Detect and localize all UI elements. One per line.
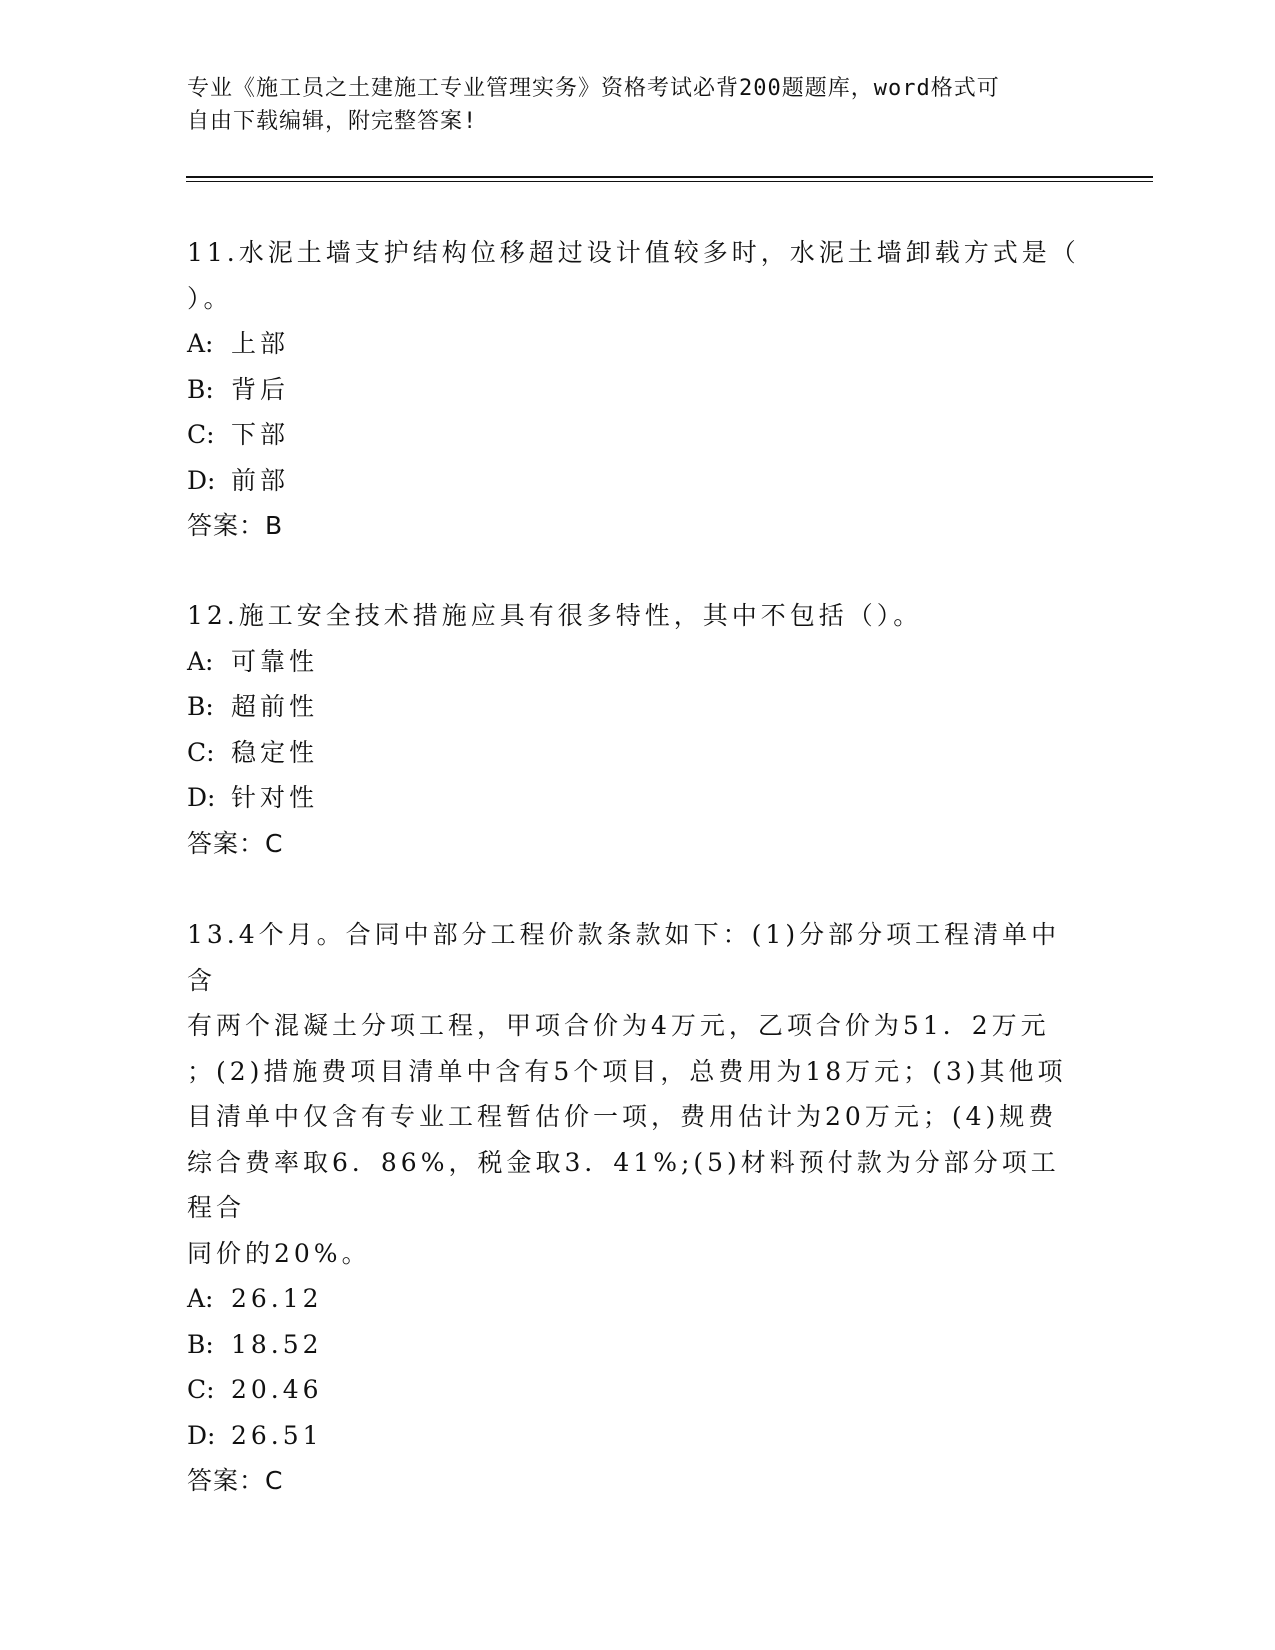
question-stem-line: ；(2)措施费项目清单中含有5个项目，总费用为18万元；(3)其他项 xyxy=(187,1056,1067,1086)
header-title-line-1: 专业《施工员之土建施工专业管理实务》资格考试必背200题题库，word格式可 xyxy=(187,76,1000,101)
option-letter: C: xyxy=(187,1375,215,1404)
question-stem-line: 11.水泥土墙支护结构位移超过设计值较多时，水泥土墙卸载方式是（ xyxy=(187,238,1080,267)
question-stem-line: 13.4个月。合同中部分工程价款条款如下：(1)分部分项工程清单中含 xyxy=(187,920,1061,995)
option-text: 可靠性 xyxy=(231,646,319,676)
question-13 xyxy=(187,912,1087,1504)
option-text: 18.52 xyxy=(231,1329,323,1359)
option-d xyxy=(187,1413,1087,1459)
option-a xyxy=(187,321,1087,367)
option-text: 20.46 xyxy=(231,1375,323,1404)
option-text: 下部 xyxy=(231,420,290,449)
option-b xyxy=(187,684,1087,730)
option-text: 超前性 xyxy=(231,692,319,721)
option-c xyxy=(187,412,1087,458)
option-text: 26.12 xyxy=(231,1284,323,1313)
option-b xyxy=(187,1322,1087,1368)
option-letter: D: xyxy=(187,1420,216,1450)
question-stem-line: ）。 xyxy=(187,283,233,313)
question-stem-line: 同价的20%。 xyxy=(187,1238,371,1268)
option-letter: B: xyxy=(187,692,214,721)
option-letter: A: xyxy=(187,329,214,358)
option-text: 背后 xyxy=(231,374,290,404)
option-letter: C: xyxy=(187,420,215,449)
option-letter: B: xyxy=(187,1329,214,1359)
option-letter: B: xyxy=(187,374,214,404)
question-stem-line: 有两个混凝土分项工程，甲项合价为4万元，乙项合价为51．2万元 xyxy=(187,1011,1050,1040)
question-11 xyxy=(187,230,1087,549)
option-a xyxy=(187,639,1087,685)
option-text: 稳定性 xyxy=(231,737,319,767)
option-c xyxy=(187,730,1087,776)
option-letter: A: xyxy=(187,1284,214,1313)
header-title-line-2: 自由下载编辑，附完整答案! xyxy=(187,109,478,134)
option-letter: A: xyxy=(187,646,214,676)
question-12 xyxy=(187,593,1087,866)
question-stem-line: 目清单中仅含有专业工程暂估价一项，费用估计为20万元；(4)规费 xyxy=(187,1102,1058,1131)
option-letter: D: xyxy=(187,465,216,495)
header-divider-thick xyxy=(186,176,1153,178)
option-text: 26.51 xyxy=(231,1420,323,1450)
option-d xyxy=(187,458,1087,504)
option-c xyxy=(187,1367,1087,1413)
header-divider-thin xyxy=(186,181,1153,182)
answer-line: 答案：C xyxy=(187,1466,284,1495)
answer-line: 答案：C xyxy=(187,828,284,858)
option-d xyxy=(187,775,1087,821)
option-text: 针对性 xyxy=(231,783,319,812)
option-letter: D: xyxy=(187,783,216,812)
option-b xyxy=(187,367,1087,413)
option-text: 前部 xyxy=(231,465,290,495)
document-header xyxy=(187,72,1067,138)
option-letter: C: xyxy=(187,737,215,767)
answer-line: 答案：B xyxy=(187,511,284,540)
question-stem-line: 综合费率取6．86%，税金取3．41%;(5)材料预付款为分部分项工程合 xyxy=(187,1147,1060,1222)
option-text: 上部 xyxy=(231,329,290,358)
option-a xyxy=(187,1276,1087,1322)
question-stem-line: 12.施工安全技术措施应具有很多特性，其中不包括（）。 xyxy=(187,601,923,630)
